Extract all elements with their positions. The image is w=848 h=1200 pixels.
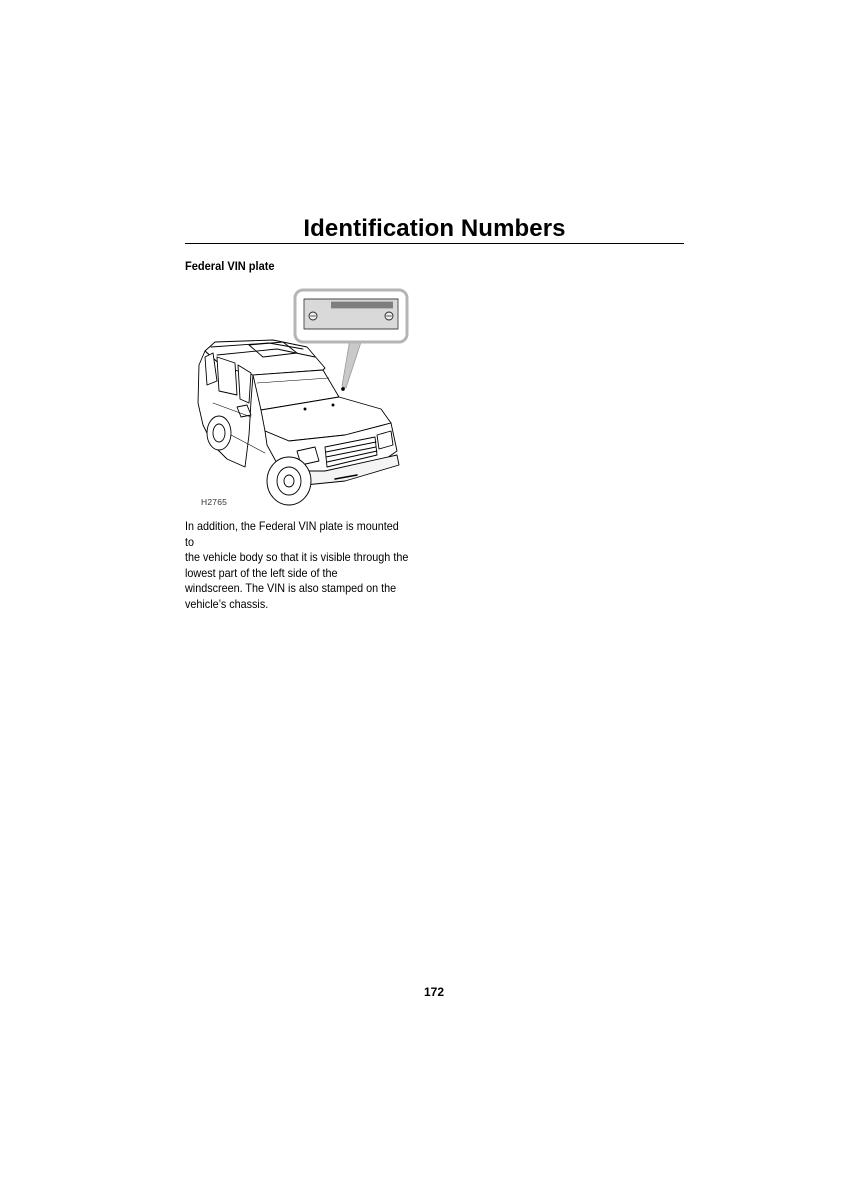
section-heading: Federal VIN plate bbox=[185, 259, 275, 273]
vin-plate-figure bbox=[185, 285, 425, 515]
vehicle-illustration bbox=[198, 340, 399, 505]
body-paragraph: In addition, the Federal VIN plate is mounted to the vehicle body so that it is visible through the lowest part of the left side of the windscreen. The VIN is also stamped on the vehicle’s chassis. bbox=[185, 519, 409, 611]
figure-reference-label: H2765 bbox=[201, 497, 228, 507]
callout-pointer bbox=[342, 339, 362, 388]
page-number: 172 bbox=[423, 985, 445, 999]
title-divider bbox=[185, 243, 684, 244]
vin-plate-callout-icon bbox=[295, 290, 407, 342]
page-title: Identification Numbers bbox=[303, 215, 566, 242]
